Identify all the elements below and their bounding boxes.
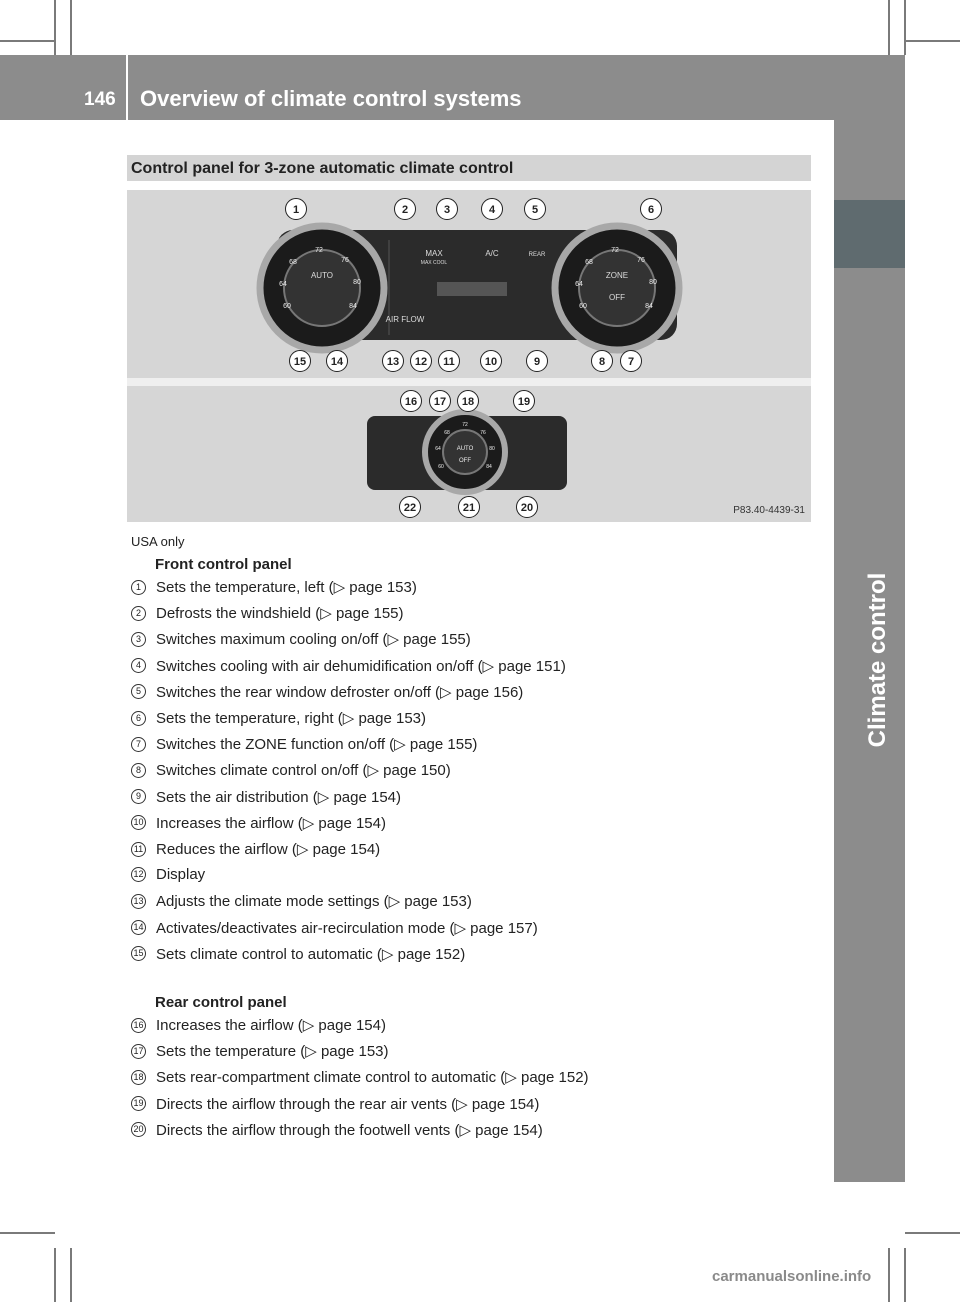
legend-item bbox=[131, 788, 401, 806]
callout-9: 9 bbox=[526, 350, 548, 372]
front-panel-button-label: AUTO bbox=[310, 271, 334, 280]
right-dial-tick-label: 80 bbox=[649, 279, 657, 286]
legend-item bbox=[131, 604, 404, 622]
legend-item-text: Adjusts the climate mode settings (▷ page 153) bbox=[156, 893, 472, 911]
legend-item bbox=[131, 1121, 543, 1139]
legend-item bbox=[131, 1042, 389, 1060]
legend-item-text: Reduces the airflow (▷ page 154) bbox=[156, 841, 381, 858]
rear-dial-tick-label: 60 bbox=[438, 464, 444, 470]
section-title: Control panel for 3-zone automatic climate control bbox=[131, 160, 514, 177]
legend-number-badge: 20 bbox=[131, 1122, 146, 1137]
left-dial-tick-label: 72 bbox=[315, 247, 323, 254]
rear-dial-tick-label: 76 bbox=[480, 430, 486, 436]
callout-8: 8 bbox=[591, 350, 613, 372]
legend-number-badge: 11 bbox=[131, 842, 146, 857]
legend-item-text: Sets the air distribution (▷ page 154) bbox=[156, 788, 402, 806]
legend-number-badge: 8 bbox=[131, 763, 146, 778]
callout-12: 12 bbox=[410, 350, 432, 372]
legend-item-text: Defrosts the windshield (▷ page 155) bbox=[156, 605, 404, 623]
left-dial-tick-label: 64 bbox=[279, 281, 287, 288]
right-dial-tick-label: 72 bbox=[611, 247, 619, 254]
display-segments bbox=[437, 282, 507, 296]
side-tab-title: Climate control bbox=[864, 572, 891, 748]
left-dial-tick-label: 80 bbox=[353, 279, 361, 286]
legend-number-badge: 4 bbox=[131, 658, 146, 673]
right-dial-tick-label: 60 bbox=[579, 303, 587, 310]
legend-item bbox=[131, 892, 472, 910]
legend-item bbox=[131, 735, 477, 753]
callout-11: 11 bbox=[438, 350, 460, 372]
legend-number-badge: 9 bbox=[131, 789, 146, 804]
right-dial-tick-label: 64 bbox=[575, 281, 583, 288]
callout-1: 1 bbox=[285, 198, 307, 220]
front-control-panel-illustration bbox=[127, 190, 811, 378]
front-panel-button-label: ZONE bbox=[605, 271, 629, 280]
front-panel-button-label: MAX COOL bbox=[420, 260, 448, 266]
legend-item-text: Switches the ZONE function on/off (▷ page 155) bbox=[156, 736, 478, 754]
crop-mark bbox=[54, 0, 56, 55]
legend-item-text: Sets climate control to automatic (▷ page 152) bbox=[156, 945, 466, 963]
legend-item bbox=[131, 919, 538, 937]
legend-item-text: Directs the airflow through the rear air vents (▷ page 154) bbox=[156, 1095, 540, 1113]
front-panel-button-label: OFF bbox=[609, 293, 625, 302]
legend-item-text: Sets the temperature, left (▷ page 153) bbox=[156, 579, 417, 596]
front-panel-button-label: REAR bbox=[528, 252, 546, 258]
legend-item-text: Increases the airflow (▷ page 154) bbox=[156, 1017, 386, 1034]
legend-number-badge: 10 bbox=[131, 815, 146, 830]
legend-number-badge: 16 bbox=[131, 1018, 146, 1033]
legend-number-badge: 7 bbox=[131, 737, 146, 752]
callout-19: 19 bbox=[513, 390, 535, 412]
left-dial-tick-label: 76 bbox=[341, 257, 349, 264]
rear-dial-tick-label: 64 bbox=[435, 446, 441, 452]
crop-mark bbox=[904, 1248, 906, 1302]
legend-item-text: Display bbox=[156, 866, 206, 884]
callout-14: 14 bbox=[326, 350, 348, 372]
rear-dial-tick-label: 72 bbox=[462, 422, 468, 428]
callout-4: 4 bbox=[481, 198, 503, 220]
legend-number-badge: 14 bbox=[131, 920, 146, 935]
rear-dial-tick-label: 84 bbox=[486, 464, 492, 470]
figure-code: P83.40-4439-31 bbox=[733, 505, 805, 516]
crop-mark bbox=[70, 0, 72, 55]
legend-item bbox=[131, 1016, 386, 1034]
legend-item bbox=[131, 683, 523, 701]
watermark: carmanualsonline.info bbox=[712, 1268, 872, 1285]
crop-mark bbox=[904, 0, 906, 55]
left-dial-tick-label: 60 bbox=[283, 303, 291, 310]
callout-7: 7 bbox=[620, 350, 642, 372]
crop-mark bbox=[0, 40, 55, 42]
front-panel-button-label: AIR FLOW bbox=[385, 315, 425, 324]
callout-13: 13 bbox=[382, 350, 404, 372]
left-dial-tick-label: 84 bbox=[349, 303, 357, 310]
callout-6: 6 bbox=[640, 198, 662, 220]
legend-number-badge: 3 bbox=[131, 632, 146, 647]
usa-only-note: USA only bbox=[131, 534, 185, 549]
legend-item-text: Activates/deactivates air-recirculation mode (▷ page 157) bbox=[156, 919, 538, 937]
front-panel-button-label: A/C bbox=[485, 249, 499, 258]
page-title: Overview of climate control systems bbox=[140, 86, 522, 111]
front-panel-button-label: MAX bbox=[425, 249, 443, 258]
header-divider bbox=[126, 55, 128, 120]
crop-mark bbox=[905, 1232, 960, 1234]
legend-item-text: Switches the rear window defroster on/off (▷ page 156) bbox=[156, 683, 524, 701]
page-number: 146 bbox=[84, 89, 116, 110]
crop-mark bbox=[0, 1232, 55, 1234]
callout-17: 17 bbox=[429, 390, 451, 412]
legend-item bbox=[131, 840, 380, 858]
legend-item bbox=[131, 657, 566, 675]
crop-mark bbox=[888, 1248, 890, 1302]
callout-5: 5 bbox=[524, 198, 546, 220]
legend-number-badge: 18 bbox=[131, 1070, 146, 1085]
climate-panel-figure bbox=[127, 190, 811, 522]
legend-item-text: Sets rear-compartment climate control to automatic (▷ page 152) bbox=[156, 1069, 589, 1087]
callout-2: 2 bbox=[394, 198, 416, 220]
right-dial-tick-label: 68 bbox=[585, 259, 593, 266]
rear-panel-heading: Rear control panel bbox=[155, 994, 287, 1011]
callout-10: 10 bbox=[480, 350, 502, 372]
legend-item-text: Sets the temperature, right (▷ page 153) bbox=[156, 710, 427, 727]
callout-15: 15 bbox=[289, 350, 311, 372]
legend-item-text: Switches maximum cooling on/off (▷ page 155) bbox=[156, 631, 471, 649]
callout-20: 20 bbox=[516, 496, 538, 518]
legend-item bbox=[131, 1095, 539, 1113]
rear-temperature-dial-inner bbox=[443, 430, 487, 474]
left-dial-tick-label: 68 bbox=[289, 259, 297, 266]
crop-mark bbox=[905, 40, 960, 42]
legend-number-badge: 2 bbox=[131, 606, 146, 621]
legend-item-text: Sets the temperature (▷ page 153) bbox=[156, 1043, 389, 1061]
right-dial-tick-label: 76 bbox=[637, 257, 645, 264]
legend-item bbox=[131, 761, 451, 779]
crop-mark bbox=[54, 1248, 56, 1302]
legend-item-text: Increases the airflow (▷ page 154) bbox=[156, 814, 386, 832]
rear-dial-tick-label: 68 bbox=[444, 430, 450, 436]
legend-number-badge: 1 bbox=[131, 580, 146, 595]
rear-dial-label: OFF bbox=[459, 458, 471, 464]
legend-number-badge: 19 bbox=[131, 1096, 146, 1111]
legend-item-text: Switches climate control on/off (▷ page 150) bbox=[156, 762, 451, 780]
legend-item bbox=[131, 1068, 589, 1086]
legend-item bbox=[131, 709, 426, 727]
side-tab-marker bbox=[834, 200, 905, 268]
crop-mark bbox=[70, 1248, 72, 1302]
legend-item bbox=[131, 630, 471, 648]
legend-item-text: Switches cooling with air dehumidification on/off (▷ page 151) bbox=[156, 657, 566, 675]
callout-3: 3 bbox=[436, 198, 458, 220]
callout-21: 21 bbox=[458, 496, 480, 518]
crop-mark bbox=[888, 0, 890, 55]
legend-item bbox=[131, 945, 465, 963]
callout-22: 22 bbox=[399, 496, 421, 518]
legend-number-badge: 6 bbox=[131, 711, 146, 726]
callout-16: 16 bbox=[400, 390, 422, 412]
legend-item-text: Directs the airflow through the footwell vents (▷ page 154) bbox=[156, 1121, 543, 1139]
legend-item bbox=[131, 578, 417, 596]
legend-item bbox=[131, 814, 386, 832]
rear-dial-tick-label: 80 bbox=[489, 446, 495, 452]
legend-number-badge: 15 bbox=[131, 946, 146, 961]
rear-dial-label: AUTO bbox=[456, 446, 474, 452]
legend-number-badge: 17 bbox=[131, 1044, 146, 1059]
front-panel-heading: Front control panel bbox=[155, 556, 292, 573]
figure-separator bbox=[127, 378, 811, 386]
legend-item bbox=[131, 866, 205, 883]
right-dial-tick-label: 84 bbox=[645, 303, 653, 310]
legend-number-badge: 13 bbox=[131, 894, 146, 909]
callout-18: 18 bbox=[457, 390, 479, 412]
legend-number-badge: 5 bbox=[131, 684, 146, 699]
legend-number-badge: 12 bbox=[131, 867, 146, 882]
